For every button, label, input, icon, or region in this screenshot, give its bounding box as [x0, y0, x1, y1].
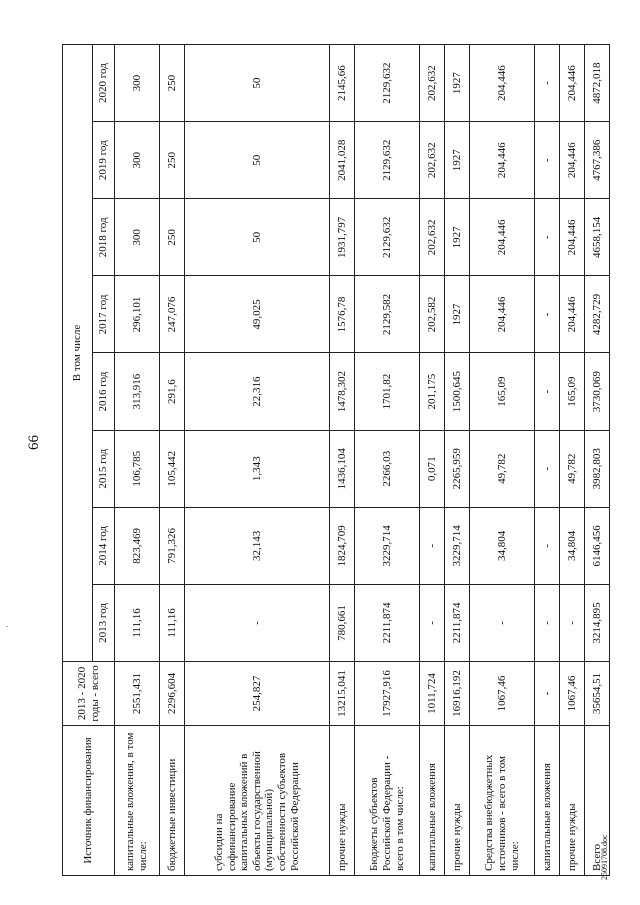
year-value-cell: 202,632 [420, 122, 445, 199]
year-value-cell: 165,09 [470, 353, 535, 430]
year-value-cell: 105,442 [160, 430, 185, 507]
year-value-cell: 202,632 [420, 199, 445, 276]
year-value-cell: - [535, 430, 560, 507]
table-row [535, 45, 560, 876]
year-value-cell: 4658,154 [585, 199, 610, 276]
year-value-cell: 1824,709 [330, 507, 355, 584]
year-value-cell: - [535, 353, 560, 430]
year-value-cell: 204,446 [470, 276, 535, 353]
year-value-cell: - [535, 122, 560, 199]
financing-table [62, 44, 610, 876]
year-value-cell: 1927 [445, 276, 470, 353]
year-value-cell: 34,804 [560, 507, 585, 584]
year-value-cell: 2129,582 [355, 276, 420, 353]
year-value-cell: 50 [184, 122, 330, 199]
year-value-cell: 4767,386 [585, 122, 610, 199]
row-total: 1067,46 [560, 662, 585, 726]
year-value-cell: 50 [184, 45, 330, 122]
year-value-cell: 2129,632 [355, 122, 420, 199]
year-value-cell: 0,071 [420, 430, 445, 507]
total-header: 2013 - 2020 годы - всего [63, 662, 115, 726]
page-mark: . [6, 620, 8, 629]
year-value-cell: 3730,069 [585, 353, 610, 430]
year-value-cell: 202,632 [420, 45, 445, 122]
year-value-cell: 49,782 [470, 430, 535, 507]
source-header: Источник финансирования [63, 726, 115, 876]
year-value-cell: 4872,018 [585, 45, 610, 122]
year-value-cell: 300 [115, 122, 160, 199]
year-value-cell: 1478,302 [330, 353, 355, 430]
year-value-cell: 1,343 [184, 430, 330, 507]
row-total: 2551,431 [115, 662, 160, 726]
page-number: 66 [26, 435, 42, 450]
year-value-cell: 313,916 [115, 353, 160, 430]
row-label: Средства внебюджетных источников - всего в том числе: [470, 726, 535, 876]
year-value-cell: 296,101 [115, 276, 160, 353]
year-value-cell: 204,446 [560, 45, 585, 122]
year-value-cell: - [535, 276, 560, 353]
year-value-cell: - [184, 584, 330, 661]
year-value-cell: 204,446 [560, 199, 585, 276]
row-label: капитальные вложения [535, 726, 560, 876]
year-value-cell: - [420, 584, 445, 661]
row-total: 254,827 [184, 662, 330, 726]
rotated-table-container [62, 44, 610, 876]
table-row [420, 45, 445, 876]
year-value-cell: 22,316 [184, 353, 330, 430]
year-value-cell: 3229,714 [445, 507, 470, 584]
year-value-cell: 1927 [445, 199, 470, 276]
year-value-cell: 250 [160, 45, 185, 122]
year-value-cell: 1701,82 [355, 353, 420, 430]
year-value-cell: 6146,456 [585, 507, 610, 584]
year-value-cell: - [420, 507, 445, 584]
year-value-cell: 204,446 [560, 276, 585, 353]
year-value-cell: 300 [115, 45, 160, 122]
year-value-cell: 250 [160, 122, 185, 199]
year-value-cell: 1576,78 [330, 276, 355, 353]
year-value-cell: 300 [115, 199, 160, 276]
year-value-cell: 50 [184, 199, 330, 276]
year-value-cell: 111,16 [160, 584, 185, 661]
year-header: 2018 год [93, 199, 115, 276]
row-label: бюджетные инвестиции [160, 726, 185, 876]
year-value-cell: 201,175 [420, 353, 445, 430]
table-row [355, 45, 420, 876]
year-value-cell: 2129,632 [355, 45, 420, 122]
year-value-cell: 1927 [445, 122, 470, 199]
table-row [184, 45, 330, 876]
year-header: 2016 год [93, 353, 115, 430]
table-row [560, 45, 585, 876]
year-value-cell: 49,782 [560, 430, 585, 507]
row-total: 1011,724 [420, 662, 445, 726]
year-header: 2015 год [93, 430, 115, 507]
year-value-cell: 2211,874 [355, 584, 420, 661]
year-value-cell: 823,469 [115, 507, 160, 584]
year-value-cell: 3982,803 [585, 430, 610, 507]
year-header: 2017 год [93, 276, 115, 353]
year-value-cell: 32,143 [184, 507, 330, 584]
year-value-cell: 791,326 [160, 507, 185, 584]
year-value-cell: 2145,66 [330, 45, 355, 122]
year-value-cell: 1500,645 [445, 353, 470, 430]
row-label: прочие нужды [560, 726, 585, 876]
table-body [115, 45, 610, 876]
year-value-cell: 250 [160, 199, 185, 276]
row-label: Бюджеты субъектов Российской Федерации - всего в том числе: [355, 726, 420, 876]
row-total: - [535, 662, 560, 726]
year-value-cell: 3214,895 [585, 584, 610, 661]
year-value-cell: 1927 [445, 45, 470, 122]
year-value-cell: - [535, 45, 560, 122]
table-row [160, 45, 185, 876]
row-total: 13215,041 [330, 662, 355, 726]
year-value-cell: 49,025 [184, 276, 330, 353]
year-value-cell: 202,582 [420, 276, 445, 353]
document-filename: 25091708.doc [600, 834, 609, 880]
year-value-cell: 111,16 [115, 584, 160, 661]
year-header: 2014 год [93, 507, 115, 584]
year-value-cell: 1436,104 [330, 430, 355, 507]
year-value-cell: 34,804 [470, 507, 535, 584]
year-value-cell: - [535, 199, 560, 276]
year-value-cell: - [535, 584, 560, 661]
year-value-cell: 2265,959 [445, 430, 470, 507]
row-total: 2296,604 [160, 662, 185, 726]
year-value-cell: 2041,028 [330, 122, 355, 199]
year-value-cell: 3229,714 [355, 507, 420, 584]
year-value-cell: 2266,03 [355, 430, 420, 507]
row-total: 16916,192 [445, 662, 470, 726]
year-value-cell: - [470, 584, 535, 661]
year-value-cell: 106,785 [115, 430, 160, 507]
header-row [63, 45, 93, 876]
group-header: В том числе [63, 45, 93, 662]
row-label: прочие нужды [330, 726, 355, 876]
year-value-cell: 204,446 [470, 45, 535, 122]
year-value-cell: 1931,797 [330, 199, 355, 276]
row-total: 1067,46 [470, 662, 535, 726]
year-value-cell: 4282,729 [585, 276, 610, 353]
row-label: капитальные вложения, в том числе: [115, 726, 160, 876]
year-header: 2020 год [93, 45, 115, 122]
year-value-cell: 2211,874 [445, 584, 470, 661]
year-value-cell: 780,661 [330, 584, 355, 661]
year-value-cell: 204,446 [470, 199, 535, 276]
row-total: 35654,51 [585, 662, 610, 726]
row-label: субсидии на софинансирование капитальных вложений в объекты государственной (муниципальной) собственности субъектов Российской Федерации [184, 726, 330, 876]
row-label: прочие нужды [445, 726, 470, 876]
table-row [470, 45, 535, 876]
table-row [330, 45, 355, 876]
year-value-cell: - [560, 584, 585, 661]
table-row [445, 45, 470, 876]
year-header: 2019 год [93, 122, 115, 199]
year-value-cell: - [535, 507, 560, 584]
year-header: 2013 год [93, 584, 115, 661]
table-row [115, 45, 160, 876]
row-label: капитальные вложения [420, 726, 445, 876]
row-total: 17927,916 [355, 662, 420, 726]
year-value-cell: 204,446 [560, 122, 585, 199]
table-row [585, 45, 610, 876]
row-label: Всего [585, 726, 610, 876]
year-value-cell: 165,09 [560, 353, 585, 430]
year-value-cell: 2129,632 [355, 199, 420, 276]
year-value-cell: 291,6 [160, 353, 185, 430]
year-value-cell: 247,076 [160, 276, 185, 353]
year-value-cell: 204,446 [470, 122, 535, 199]
